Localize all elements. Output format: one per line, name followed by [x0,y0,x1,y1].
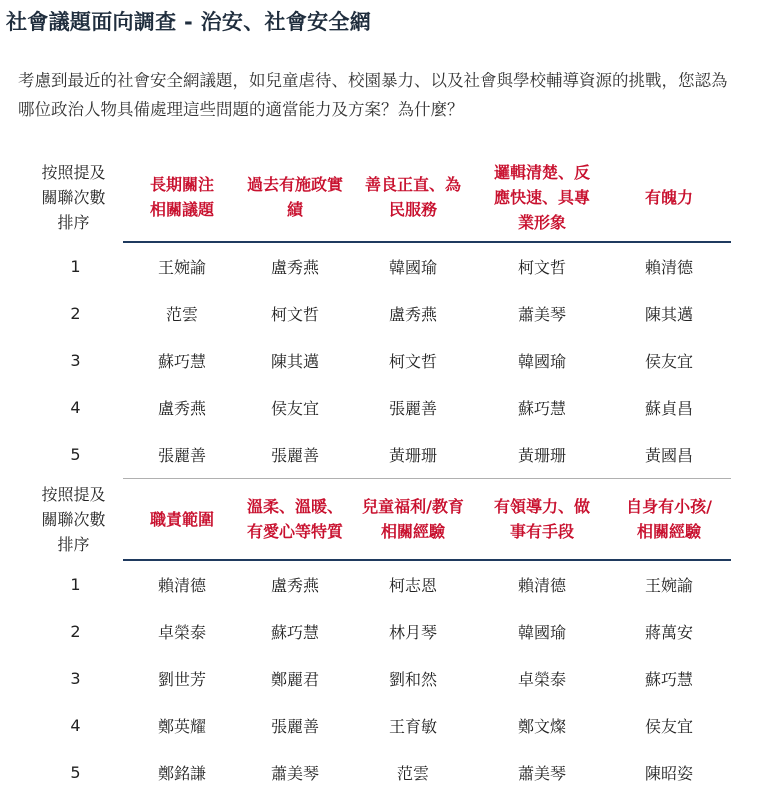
politician-name: 蔣萬安 [644,623,693,642]
politician-name: 賴清德 [644,258,693,277]
category-header: 自身有小孩/ 相關經驗 [626,497,712,541]
rank-number: 4 [70,398,81,417]
category-header: 職責範圍 [149,509,214,529]
rank-number: 1 [70,257,81,276]
politician-name: 卓榮泰 [517,670,566,689]
politician-name: 侯友宜 [270,399,319,418]
politician-name: 蕭美琴 [270,764,319,783]
politician-name: 王育敏 [388,717,437,736]
rank-number: 5 [70,763,81,782]
politician-name: 林月琴 [388,623,437,642]
politician-name: 鄭銘謙 [157,764,206,783]
rank-number: 2 [70,622,81,641]
politician-name: 賴清德 [517,576,566,595]
category-header: 邏輯清楚、反 應快速、具專 業形象 [493,162,590,232]
politician-name: 蕭美琴 [517,764,566,783]
category-header: 有領導力、做 事有手段 [493,497,590,541]
rank-column-header: 按照提及 關聯次數 排序 [41,484,106,554]
category-header: 有魄力 [644,187,693,207]
category-header: 長期關注 相關議題 [149,175,214,219]
politician-name: 柯志恩 [388,576,437,595]
politician-name: 鄭麗君 [270,670,319,689]
politician-name: 侯友宜 [644,352,693,371]
politician-name: 蘇巧慧 [157,352,206,371]
politician-name: 張麗善 [388,399,437,418]
politician-name: 陳其邁 [270,352,319,371]
politician-name: 鄭文燦 [517,717,566,736]
politician-name: 蘇巧慧 [270,623,319,642]
category-header: 過去有施政實 績 [246,175,343,219]
category-header: 善良正直、為 民服務 [364,175,461,219]
rank-column-header: 按照提及 關聯次數 排序 [41,162,106,232]
politician-name: 張麗善 [270,446,319,465]
politician-name: 盧秀燕 [388,305,437,324]
politician-name: 盧秀燕 [270,258,319,277]
survey-question: 考慮到最近的社會安全網議題，如兒童虐待、校園暴力、以及社會與學校輔導資源的挑戰，您認為哪位政治人物具備處理這些問題的適當能力及方案？為什麼？ [18,71,728,119]
politician-name: 盧秀燕 [270,576,319,595]
politician-name: 王婉諭 [644,576,693,595]
politician-name: 黃珊珊 [517,446,566,465]
politician-name: 柯文哲 [270,305,319,324]
politician-name: 王婉諭 [157,258,206,277]
politician-name: 侯友宜 [644,717,693,736]
politician-name: 柯文哲 [388,352,437,371]
politician-name: 蕭美琴 [517,305,566,324]
politician-name: 張麗善 [157,446,206,465]
rank-number: 5 [70,445,81,464]
politician-name: 韓國瑜 [388,258,437,277]
category-header: 溫柔、溫暖、 有愛心等特質 [246,497,343,541]
politician-name: 劉世芳 [157,670,206,689]
ranking-grid [24,153,731,796]
politician-name: 范雲 [396,764,429,783]
politician-name: 賴清德 [157,576,206,595]
politician-name: 韓國瑜 [517,352,566,371]
ranking-table [24,153,731,796]
politician-name: 鄭英耀 [157,717,206,736]
politician-name: 張麗善 [270,717,319,736]
rank-number: 3 [70,669,81,688]
politician-name: 盧秀燕 [157,399,206,418]
politician-name: 蘇巧慧 [644,670,693,689]
rank-number: 1 [70,575,81,594]
politician-name: 蘇貞昌 [644,399,693,418]
politician-name: 陳其邁 [644,305,693,324]
politician-name: 黃珊珊 [388,446,437,465]
politician-name: 卓榮泰 [157,623,206,642]
politician-name: 黃國昌 [644,446,693,465]
politician-name: 蘇巧慧 [517,399,566,418]
politician-name: 劉和然 [388,670,437,689]
politician-name: 柯文哲 [517,258,566,277]
rank-number: 3 [70,351,81,370]
politician-name: 韓國瑜 [517,623,566,642]
category-header: 兒童福利/教育 相關經驗 [362,497,464,541]
politician-name: 陳昭姿 [644,764,693,783]
rank-number: 2 [70,304,81,323]
politician-name: 范雲 [165,305,198,324]
rank-number: 4 [70,716,81,735]
page-title: 社會議題面向調查 - 治安、社會安全網 [6,10,372,34]
